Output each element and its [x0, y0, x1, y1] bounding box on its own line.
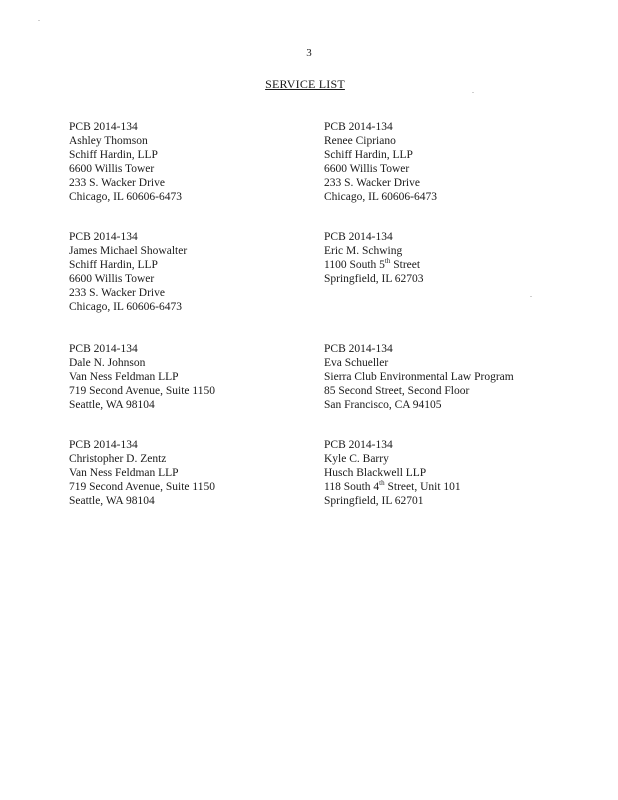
case-number: PCB 2014-134 — [69, 121, 138, 133]
address-line-1 — [324, 258, 424, 272]
service-entry-barry — [324, 438, 461, 508]
recipient-name: Ashley Thomson — [69, 135, 148, 147]
address-line-2: 233 S. Wacker Drive — [324, 177, 420, 189]
address-line-1: 719 Second Avenue, Suite 1150 — [69, 385, 215, 397]
city-state-zip: Chicago, IL 60606-6473 — [69, 301, 182, 313]
street-name: Street — [390, 259, 421, 271]
ordinal-suffix: th — [384, 257, 391, 266]
firm-name: Schiff Hardin, LLP — [69, 149, 158, 161]
address-line-1: 6600 Willis Tower — [69, 273, 155, 285]
service-entry-thomson — [69, 120, 182, 204]
address-line-1: 6600 Willis Tower — [324, 163, 410, 175]
firm-name: Husch Blackwell LLP — [324, 467, 427, 479]
firm-name: Van Ness Feldman LLP — [69, 467, 179, 479]
city-state-zip: San Francisco, CA 94105 — [324, 399, 442, 411]
city-state-zip: Chicago, IL 60606-6473 — [69, 191, 182, 203]
address-line-1: 6600 Willis Tower — [69, 163, 155, 175]
recipient-name: Christopher D. Zentz — [69, 453, 167, 465]
street-name: Street, Unit 101 — [384, 481, 461, 493]
city-state-zip: Chicago, IL 60606-6473 — [324, 191, 437, 203]
case-number: PCB 2014-134 — [69, 343, 138, 355]
ordinal-suffix: th — [379, 479, 385, 488]
case-number: PCB 2014-134 — [324, 343, 393, 355]
case-number: PCB 2014-134 — [324, 231, 393, 243]
service-entry-schwing — [324, 230, 424, 286]
address-line-2: 233 S. Wacker Drive — [69, 287, 165, 299]
scan-speck — [530, 296, 532, 297]
scan-speck — [472, 92, 474, 93]
case-number: PCB 2014-134 — [324, 439, 393, 451]
service-entry-zentz — [69, 438, 215, 508]
service-entry-showalter — [69, 230, 187, 314]
case-number: PCB 2014-134 — [69, 439, 138, 451]
service-list-heading: SERVICE LIST — [265, 77, 345, 91]
address-line-1 — [324, 480, 461, 494]
scan-speck — [38, 20, 40, 21]
service-entry-schueller — [324, 342, 514, 412]
service-entry-cipriano — [324, 120, 437, 204]
recipient-name: Renee Cipriano — [324, 135, 396, 147]
address-line-2: 233 S. Wacker Drive — [69, 177, 165, 189]
case-number: PCB 2014-134 — [69, 231, 138, 243]
page-number: 3 — [306, 47, 312, 59]
street-number: 1100 South 5 — [324, 259, 385, 271]
address-line-1: 85 Second Street, Second Floor — [324, 385, 470, 397]
firm-name: Schiff Hardin, LLP — [324, 149, 413, 161]
recipient-name: Kyle C. Barry — [324, 453, 389, 465]
street-number: 118 South 4 — [324, 481, 380, 493]
firm-name: Van Ness Feldman LLP — [69, 371, 179, 383]
recipient-name: Dale N. Johnson — [69, 357, 146, 369]
city-state-zip: Seattle, WA 98104 — [69, 399, 155, 411]
case-number: PCB 2014-134 — [324, 121, 393, 133]
recipient-name: Eric M. Schwing — [324, 245, 403, 257]
city-state-zip: Springfield, IL 62701 — [324, 495, 424, 507]
recipient-name: Eva Schueller — [324, 357, 389, 369]
firm-name: Schiff Hardin, LLP — [69, 259, 158, 271]
service-entry-johnson — [69, 342, 215, 412]
recipient-name: James Michael Showalter — [69, 245, 188, 257]
firm-name: Sierra Club Environmental Law Program — [324, 371, 514, 383]
address-line-1: 719 Second Avenue, Suite 1150 — [69, 481, 215, 493]
city-state-zip: Springfield, IL 62703 — [324, 273, 424, 285]
city-state-zip: Seattle, WA 98104 — [69, 495, 155, 507]
